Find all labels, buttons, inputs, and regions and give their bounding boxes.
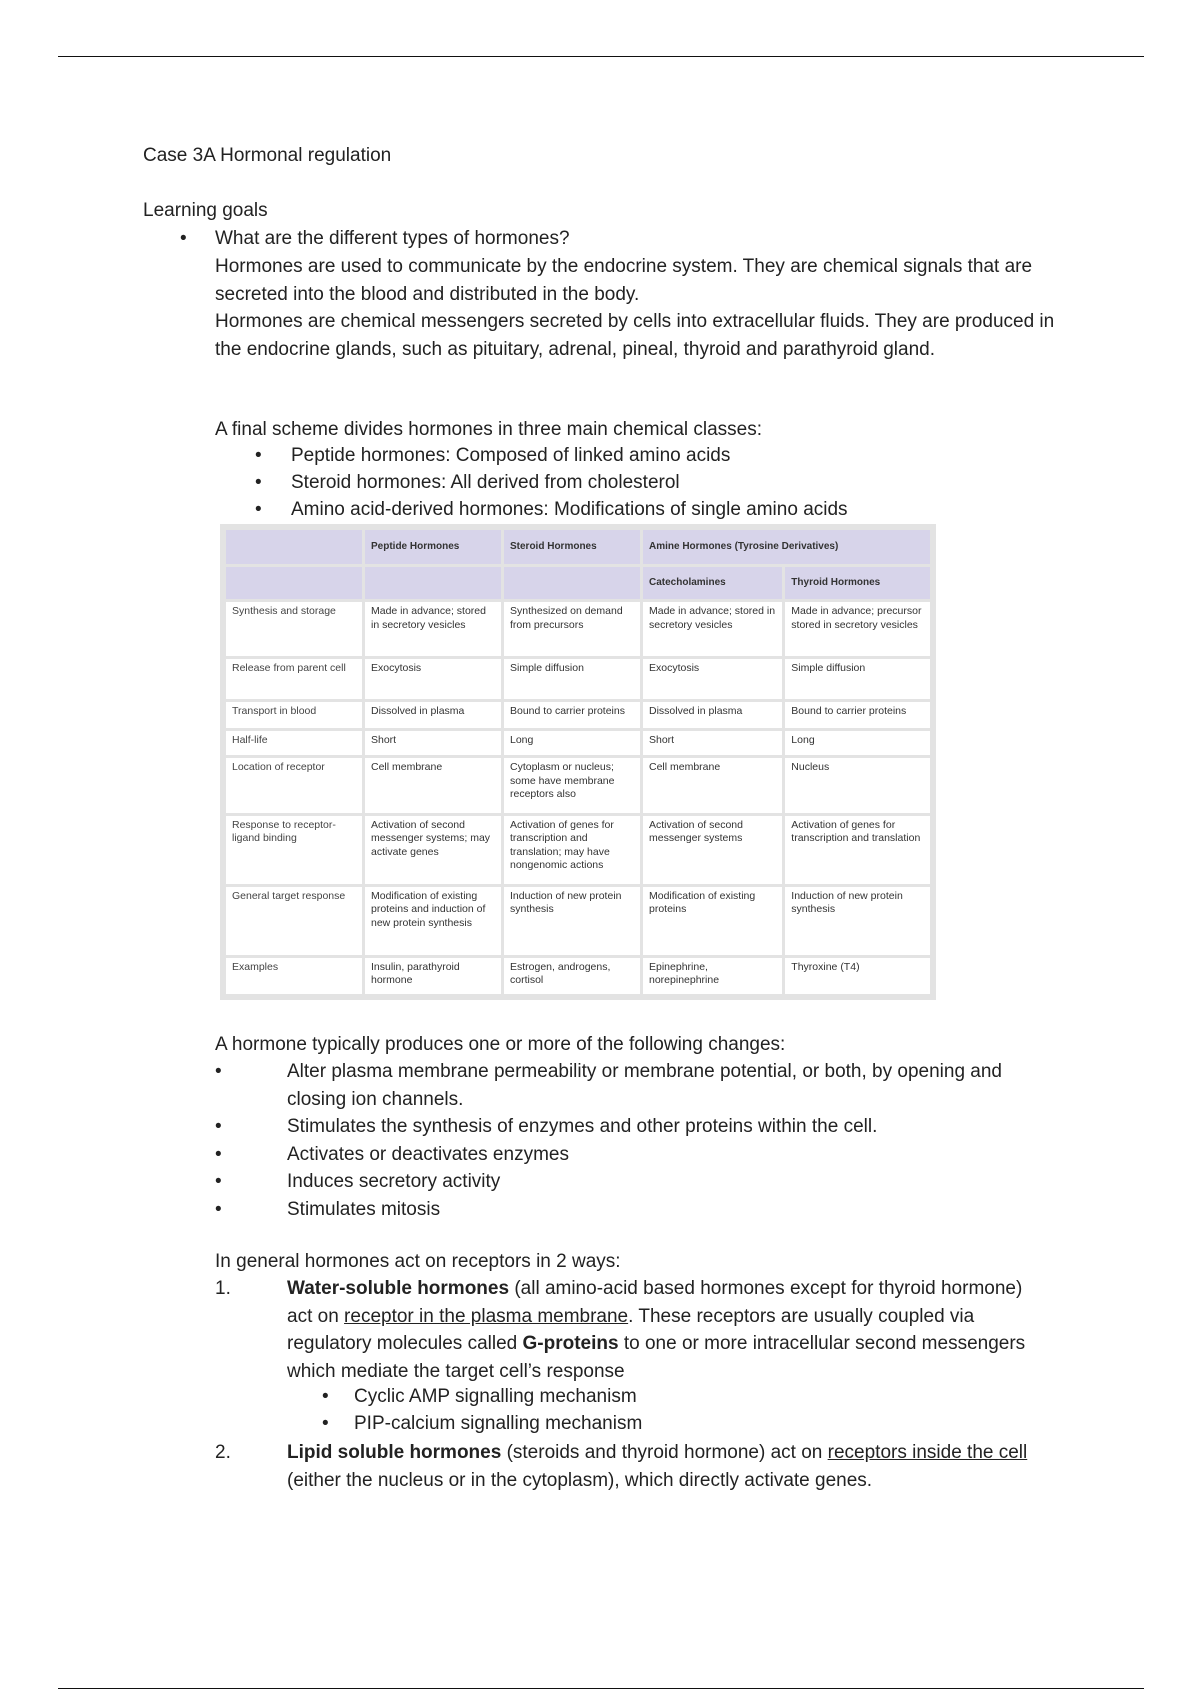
table-cell: Long (785, 731, 930, 755)
header-peptide: Peptide Hormones (365, 530, 501, 564)
way2-text-1: (steroids and thyroid hormone) act on (501, 1442, 828, 1463)
table-row (226, 887, 930, 955)
bullet-icon: • (215, 1171, 222, 1192)
table-cell: Made in advance; stored in secretory vesicles (365, 602, 501, 656)
row-label: Location of receptor (226, 758, 362, 812)
water-soluble-term: Water-soluble hormones (287, 1278, 510, 1299)
paragraph-2: Hormones are chemical messengers secreted by cells into extracellular fluids. They are produced in the endocrine glands, such as pituitary, adrenal, pineal, thyroid and parathyroid gland. (215, 311, 1055, 360)
table-cell: Activation of genes for transcription and translation; may have nongenomic actions (504, 816, 640, 884)
table-cell: Simple diffusion (785, 659, 930, 699)
bullet-icon: • (215, 1061, 222, 1082)
table-corner (226, 530, 362, 564)
list-item-text: Stimulates the synthesis of enzymes and other proteins within the cell. (287, 1116, 878, 1137)
table-cell: Exocytosis (643, 659, 782, 699)
list-item-text: Activates or deactivates enzymes (287, 1143, 569, 1165)
footer-rule (58, 1688, 1144, 1689)
table-row (226, 816, 930, 884)
list-item (215, 1141, 1045, 1169)
list-item (215, 1168, 1045, 1196)
class-text: Amino acid-derived hormones: Modifications of single amino acids (291, 499, 848, 520)
table-cell: Insulin, parathyroid hormone (365, 958, 501, 994)
table-cell: Induction of new protein synthesis (504, 887, 640, 955)
table-cell: Exocytosis (365, 659, 501, 699)
hormone-comparison-table (220, 524, 936, 1000)
row-label: Half-life (226, 731, 362, 755)
table-cell: Activation of second messenger systems (643, 816, 782, 884)
row-label: Response to receptor-ligand binding (226, 816, 362, 884)
list-item-text: Alter plasma membrane permeability or membrane potential, or both, by opening and closing ion channels. (287, 1061, 1002, 1110)
table-cell: Short (365, 731, 501, 755)
table-cell: Modification of existing proteins (643, 887, 782, 955)
table-cell: Short (643, 731, 782, 755)
table-row (226, 702, 930, 728)
table-row (226, 958, 930, 994)
table-cell: Cytoplasm or nucleus; some have membrane receptors also (504, 758, 640, 812)
list-item-text: Stimulates mitosis (287, 1198, 441, 1220)
list-item-text: PIP-calcium signalling mechanism (354, 1413, 643, 1434)
row-label: General target response (226, 887, 362, 955)
table-cell: Bound to carrier proteins (504, 702, 640, 728)
table-cell: Epinephrine, norepinephrine (643, 958, 782, 994)
lipid-soluble-term: Lipid soluble hormones (287, 1442, 502, 1463)
classes-intro: A final scheme divides hormones in three main chemical classes: (215, 419, 763, 440)
header-catecholamines: Catecholamines (643, 567, 782, 599)
table-blank (365, 567, 501, 599)
table-row (226, 731, 930, 755)
way2-underlined: receptors inside the cell (827, 1442, 1028, 1463)
changes-list (215, 1058, 1045, 1223)
way1-text-2: . These receptors are usually coupled via regulatory molecules called (287, 1305, 975, 1354)
row-label: Synthesis and storage (226, 602, 362, 656)
class-text: Peptide hormones: Composed of linked amino acids (291, 445, 731, 466)
numbered-item (215, 1275, 1045, 1385)
learning-goals-heading: Learning goals (143, 200, 268, 221)
table-blank (504, 567, 640, 599)
table-cell: Made in advance; precursor stored in secretory vesicles (785, 602, 930, 656)
table-cell: Long (504, 731, 640, 755)
bullet-icon: • (322, 1386, 329, 1407)
table-row (226, 758, 930, 812)
way1-underlined: receptor in the plasma membrane (344, 1305, 629, 1327)
table-cell: Thyroxine (T4) (785, 958, 930, 994)
table-cell: Made in advance; stored in secretory vesicles (643, 602, 782, 656)
list-item (215, 1196, 1045, 1224)
row-label: Release from parent cell (226, 659, 362, 699)
way1-text-1: (all amino-acid based hormones except for thyroid hormone) act on (287, 1278, 1023, 1327)
bullet-icon: • (215, 1116, 222, 1137)
table-cell: Activation of genes for transcription and translation (785, 816, 930, 884)
bullet-icon: • (255, 472, 262, 493)
way2-text-2: (either the nucleus or in the cytoplasm), which directly activate genes. (287, 1469, 873, 1491)
list-item (322, 1383, 642, 1410)
bullet-icon: • (180, 228, 187, 249)
table-cell: Modification of existing proteins and induction of new protein synthesis (365, 887, 501, 955)
class-text: Steroid hormones: All derived from cholesterol (291, 472, 680, 493)
table-cell: Cell membrane (643, 758, 782, 812)
row-label: Examples (226, 958, 362, 994)
bullet-icon: • (255, 445, 262, 466)
g-proteins-term: G-proteins (522, 1333, 619, 1354)
table-row (226, 602, 930, 656)
document-title: Case 3A Hormonal regulation (143, 145, 392, 166)
question-text: What are the different types of hormones? (215, 228, 570, 249)
list-item (215, 1058, 1045, 1113)
list-item (322, 1410, 642, 1437)
table-cell: Cell membrane (365, 758, 501, 812)
signalling-list (322, 1383, 642, 1437)
list-item-text: Induces secretory activity (287, 1171, 501, 1192)
bullet-icon: • (215, 1198, 222, 1220)
bullet-icon: • (322, 1413, 329, 1434)
table-cell: Activation of second messenger systems; may activate genes (365, 816, 501, 884)
numbered-item (215, 1439, 1045, 1494)
table-cell: Simple diffusion (504, 659, 640, 699)
bullet-icon: • (255, 499, 262, 520)
header-thyroid: Thyroid Hormones (785, 567, 930, 599)
row-label: Transport in blood (226, 702, 362, 728)
ways-intro: In general hormones act on receptors in 2 ways: (215, 1251, 621, 1272)
item-number: 2. (215, 1442, 231, 1463)
header-amine: Amine Hormones (Tyrosine Derivatives) (643, 530, 930, 564)
table-cell: Bound to carrier proteins (785, 702, 930, 728)
list-item-text: Cyclic AMP signalling mechanism (354, 1386, 637, 1407)
paragraph-1: Hormones are used to communicate by the endocrine system. They are chemical signals that are secreted into the blood and distributed in the body. (215, 256, 1033, 305)
table-cell: Induction of new protein synthesis (785, 887, 930, 955)
way-2 (215, 1439, 1045, 1494)
item-number: 1. (215, 1278, 231, 1299)
bullet-icon: • (215, 1143, 222, 1165)
header-rule (58, 56, 1144, 57)
table-cell: Synthesized on demand from precursors (504, 602, 640, 656)
table-cell: Dissolved in plasma (365, 702, 501, 728)
way-1 (215, 1275, 1045, 1385)
list-item (215, 1113, 1045, 1141)
way1-text-3: to one or more intracellular second messengers which mediate the target cell’s response (287, 1333, 1026, 1382)
changes-intro: A hormone typically produces one or more of the following changes: (215, 1034, 786, 1055)
table-cell: Nucleus (785, 758, 930, 812)
table-blank (226, 567, 362, 599)
table-cell: Estrogen, androgens, cortisol (504, 958, 640, 994)
table-cell: Dissolved in plasma (643, 702, 782, 728)
header-steroid: Steroid Hormones (504, 530, 640, 564)
table-row (226, 659, 930, 699)
